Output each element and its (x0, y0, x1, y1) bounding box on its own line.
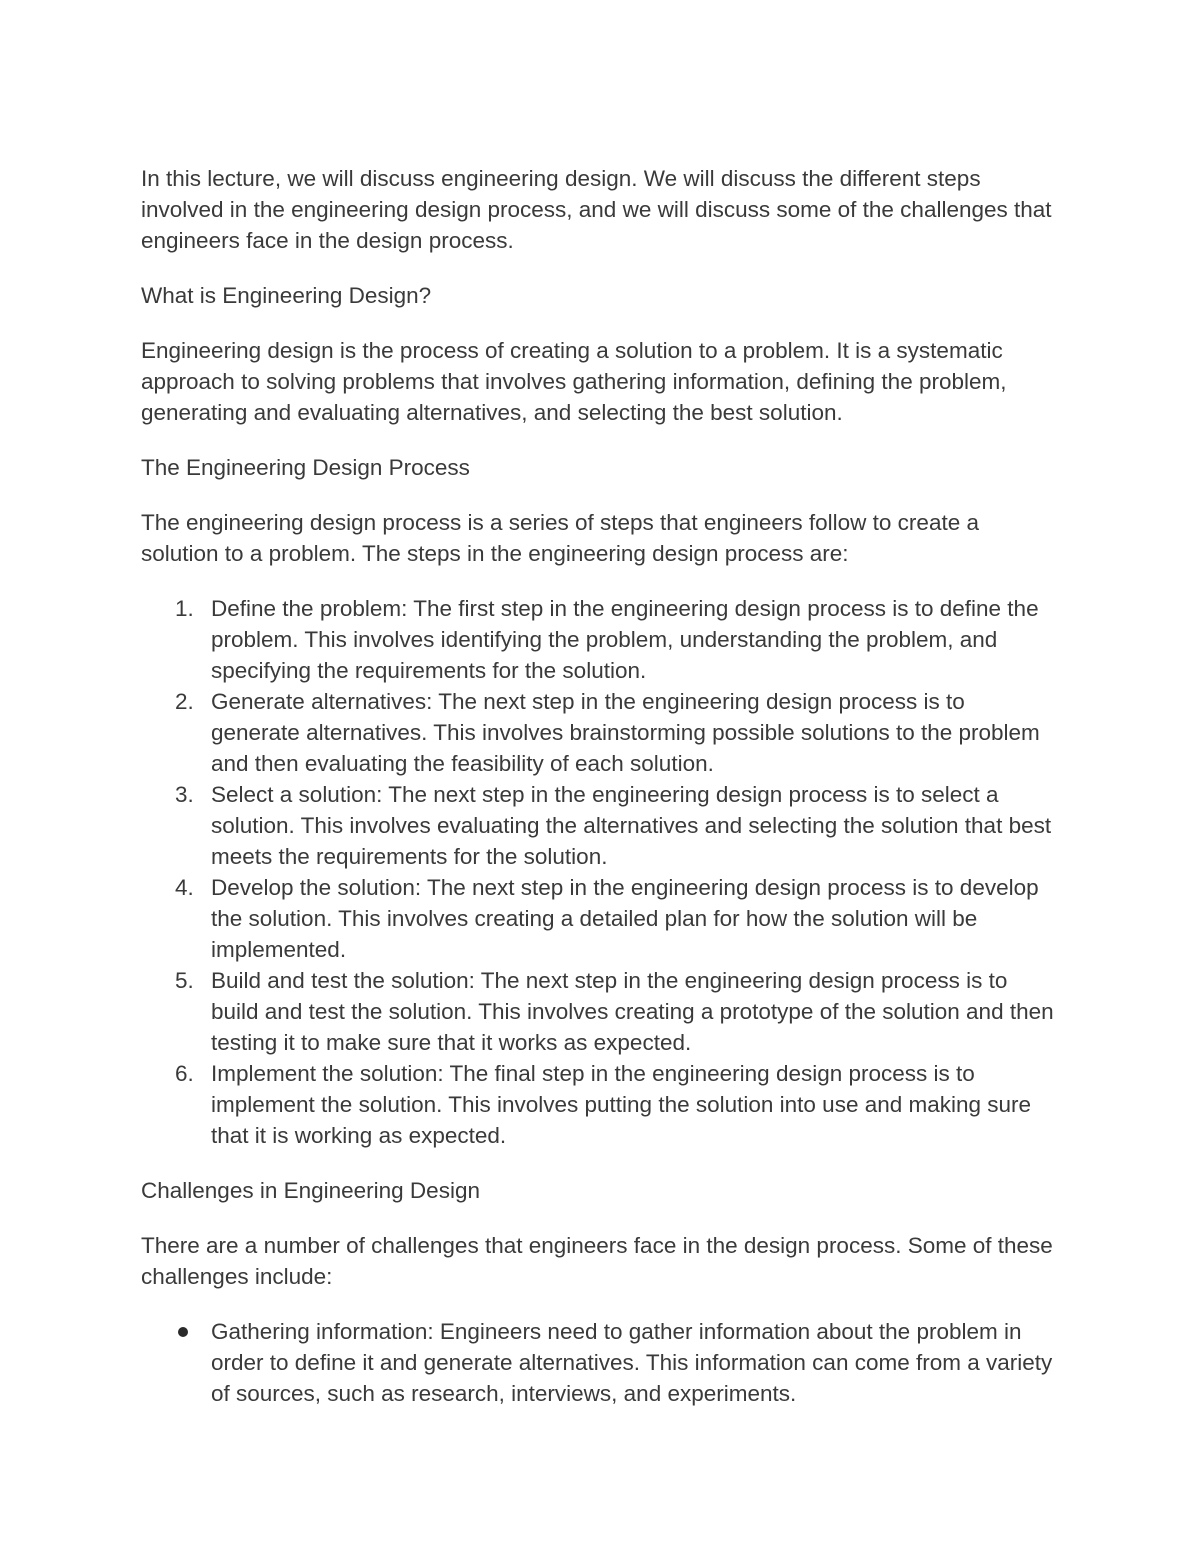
list-number: 2. (175, 689, 194, 714)
heading-challenges: Challenges in Engineering Design (141, 1178, 480, 1203)
list-item-text: Define the problem: The first step in the engineering design process is to define the problem. This involves identifying the problem, understanding the problem, and specifying the requirements for the solution. (211, 596, 1039, 683)
intro-paragraph: In this lecture, we will discuss engineering design. We will discuss the different steps involved in the engineering design process, and we will discuss some of the challenges that engineers face in the design process. (141, 166, 1052, 253)
list-item (141, 593, 1059, 686)
process-paragraph: The engineering design process is a series of steps that engineers follow to create a solution to a problem. The steps in the engineering design process are: (141, 510, 979, 566)
list-item-text: Select a solution: The next step in the engineering design process is to select a solution. This involves evaluating the alternatives and selecting the solution that best meets the requirements for the solution. (211, 782, 1052, 869)
list-item-text: Build and test the solution: The next step in the engineering design process is to build and test the solution. This involves creating a prototype of the solution and then testing it to make sure that it works as expected. (211, 968, 1054, 1055)
heading-engineering-design-process: The Engineering Design Process (141, 455, 470, 480)
list-item (141, 872, 1059, 965)
list-number: 5. (175, 968, 194, 993)
what-is-paragraph: Engineering design is the process of creating a solution to a problem. It is a systematic approach to solving problems that involves gathering information, defining the problem, generating and evaluating alternatives, and selecting the best solution. (141, 338, 1007, 425)
list-item-text: Gathering information: Engineers need to gather information about the problem in order to define it and generate alternatives. This information can come from a variety of sources, such as research, interviews, and experiments. (211, 1319, 1053, 1406)
list-number: 4. (175, 875, 194, 900)
list-number: 3. (175, 782, 194, 807)
list-item (141, 779, 1059, 872)
challenges-paragraph: There are a number of challenges that engineers face in the design process. Some of these challenges include: (141, 1233, 1053, 1289)
list-item-text: Generate alternatives: The next step in the engineering design process is to generate alternatives. This involves brainstorming possible solutions to the problem and then evaluating the feasibility of each solution. (211, 689, 1040, 776)
bullet-icon (178, 1327, 188, 1337)
process-steps-list (141, 593, 1059, 1151)
list-number: 1. (175, 596, 194, 621)
document-body (141, 163, 1059, 1433)
list-number: 6. (175, 1061, 194, 1086)
challenges-list (141, 1316, 1059, 1409)
list-item (141, 686, 1059, 779)
list-item (141, 1058, 1059, 1151)
list-item-text: Implement the solution: The final step in the engineering design process is to implement the solution. This involves putting the solution into use and making sure that it is working as expected. (211, 1061, 1032, 1148)
heading-what-is-engineering-design: What is Engineering Design? (141, 283, 432, 308)
list-item (141, 965, 1059, 1058)
list-item-text: Develop the solution: The next step in the engineering design process is to develop the solution. This involves creating a detailed plan for how the solution will be implemented. (211, 875, 1039, 962)
list-item (141, 1316, 1059, 1409)
